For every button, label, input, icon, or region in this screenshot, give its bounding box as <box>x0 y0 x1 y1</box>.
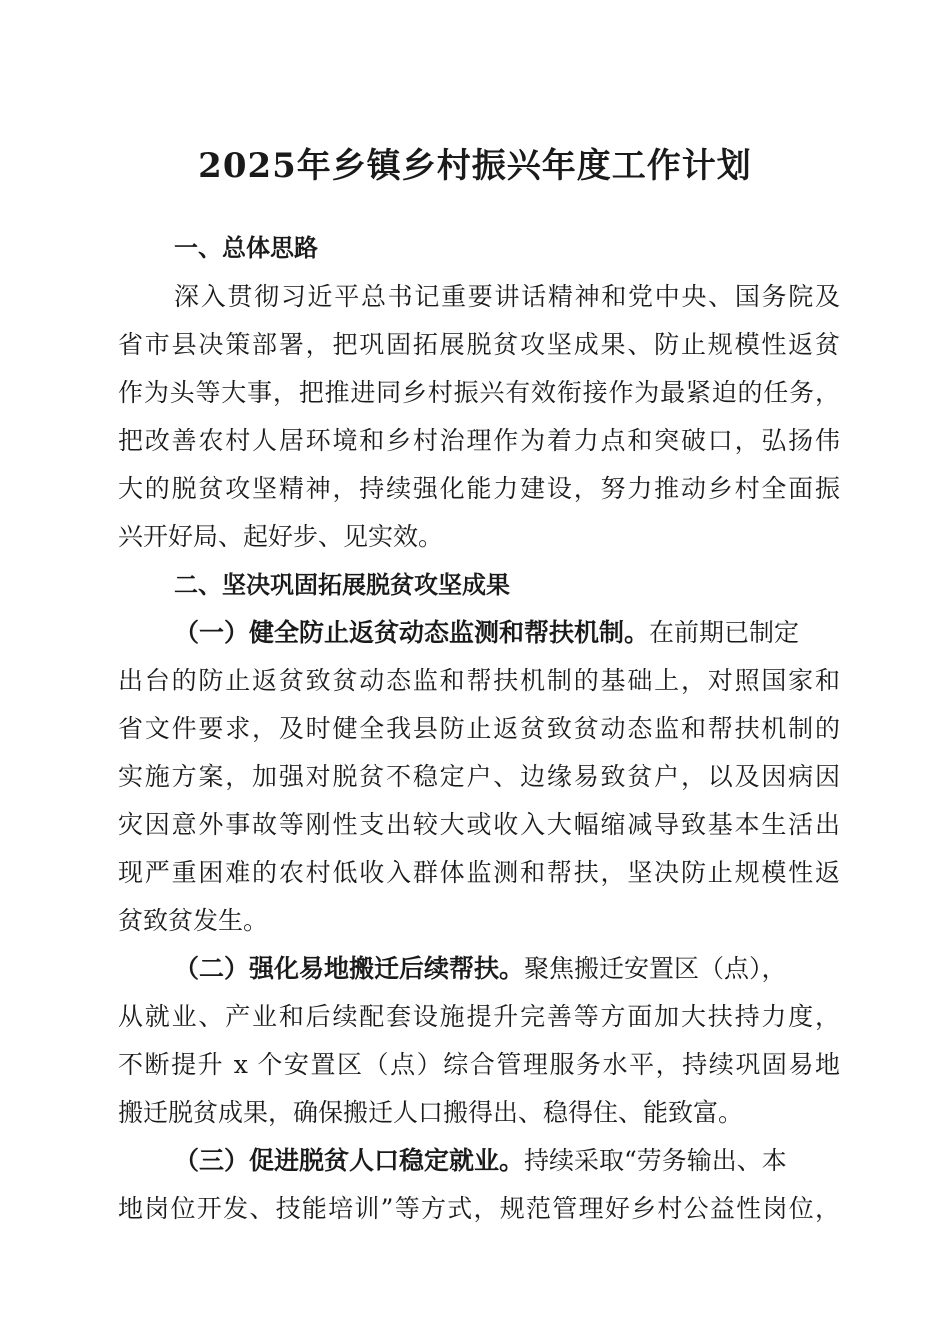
item-title: （二）强化易地搬迁后续帮扶。 <box>174 954 525 983</box>
section-heading: 一、总体思路 <box>174 234 318 262</box>
item-title: （三）促进脱贫人口稳定就业。 <box>174 1146 525 1175</box>
paragraph-line: 灾因意外事故等刚性支出较大或收入大幅缩减导致基本生活出 <box>118 810 840 839</box>
paragraph-first-line <box>174 954 787 984</box>
paragraph-line: 作为头等大事，把推进同乡村振兴有效衔接作为最紧迫的任务， <box>118 378 840 407</box>
document-title: 2025年乡镇乡村振兴年度工作计划 <box>198 146 752 186</box>
item-text: 在前期已制定 <box>649 618 800 647</box>
paragraph-line: 搬迁脱贫成果，确保搬迁人口搬得出、稳得住、能致富。 <box>118 1098 744 1127</box>
item-text: 聚焦搬迁安置区（点）， <box>524 954 787 983</box>
paragraph-line: 把改善农村人居环境和乡村治理作为着力点和突破口，弘扬伟 <box>118 426 840 455</box>
paragraph-line: 现严重困难的农村低收入群体监测和帮扶，坚决防止规模性返 <box>118 858 840 887</box>
paragraph-line: 不断提升 x 个安置区（点）综合管理服务水平，持续巩固易地 <box>118 1050 840 1079</box>
paragraph-first-line <box>174 1146 787 1176</box>
paragraph-line: 出台的防止返贫致贫动态监和帮扶机制的基础上，对照国家和 <box>118 666 840 695</box>
paragraph-line: 大的脱贫攻坚精神，持续强化能力建设，努力推动乡村全面振 <box>118 474 840 503</box>
paragraph-line: 地岗位开发、技能培训”等方式，规范管理好乡村公益性岗位， <box>118 1194 840 1223</box>
item-title: （一）健全防止返贫动态监测和帮扶机制。 <box>174 618 650 647</box>
paragraph-line: 贫致贫发生。 <box>118 906 269 935</box>
item-text: 持续采取“劳务输出、本 <box>524 1146 787 1175</box>
paragraph-line: 省市县决策部署，把巩固拓展脱贫攻坚成果、防止规模性返贫 <box>118 330 840 359</box>
paragraph-line: 从就业、产业和后续配套设施提升完善等方面加大扶持力度， <box>118 1002 840 1031</box>
paragraph-line: 兴开好局、起好步、见实效。 <box>118 522 444 551</box>
paragraph-line: 实施方案，加强对脱贫不稳定户、边缘易致贫户，以及因病因 <box>118 762 840 791</box>
paragraph-line: 深入贯彻习近平总书记重要讲话精神和党中央、国务院及 <box>174 282 840 311</box>
section-heading: 二、坚决巩固拓展脱贫攻坚成果 <box>174 571 510 599</box>
paragraph-first-line <box>174 618 799 648</box>
paragraph-line: 省文件要求，及时健全我县防止返贫致贫动态监和帮扶机制的 <box>118 714 840 743</box>
